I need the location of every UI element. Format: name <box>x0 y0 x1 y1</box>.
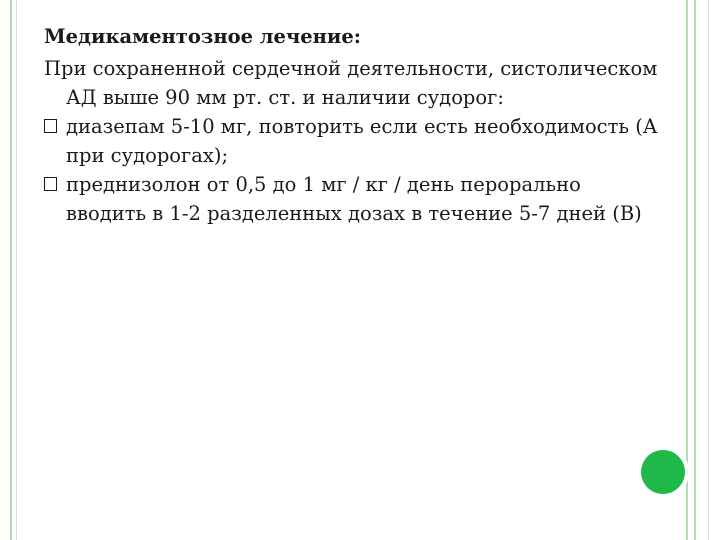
left-frame-line <box>10 0 12 540</box>
intro-paragraph: При сохраненной сердечной деятельности, систолическом АД выше 90 мм рт. ст. и наличии судорог: <box>44 57 658 109</box>
checkbox-square-icon <box>44 119 57 133</box>
slide-body <box>44 22 664 228</box>
checkbox-square-icon <box>44 177 57 191</box>
bullet-item-prednisolone <box>44 170 664 228</box>
bullet-text: диазепам 5-10 мг, повторить если есть необходимость (А при судорогах); <box>66 115 658 167</box>
bullet-item-diazepam <box>44 112 664 170</box>
slide-heading: Медикаментозное лечение: <box>44 25 361 48</box>
left-frame-inner-line <box>16 0 17 540</box>
bullet-text: преднизолон от 0,5 до 1 мг / кг / день перорально вводить в 1-2 разделенных дозах в течение 5-7 дней (В) <box>66 173 642 225</box>
green-circle-decoration <box>641 450 685 494</box>
right-frame-band <box>686 0 696 540</box>
right-frame-inner-line <box>708 0 709 540</box>
